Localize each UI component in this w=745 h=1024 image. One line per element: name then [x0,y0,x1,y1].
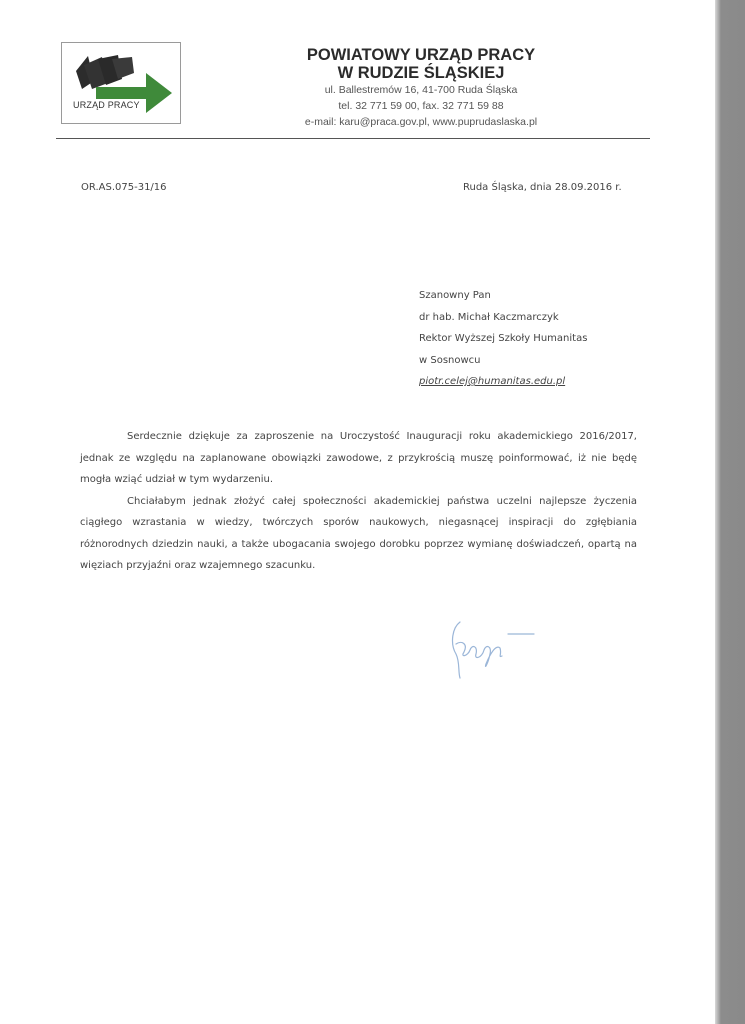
signature [438,614,538,684]
recipient-email-link[interactable]: piotr.celej@humanitas.edu.pl [419,376,566,387]
recipient-block [419,285,587,393]
org-address: ul. Ballestremów 16, 41-700 Ruda Śląska [324,84,518,96]
logo [61,42,181,124]
letter-body [80,426,637,577]
recipient-line: dr hab. Michał Kaczmarczyk [419,311,559,323]
org-name-line1: POWIATOWY URZĄD PRACY [306,46,536,64]
recipient-line: w Sosnowcu [419,354,481,366]
reference-number: OR.AS.075-31/16 [81,182,167,193]
org-name [260,46,582,82]
paragraph: Chciałabym jednak złożyć całej społeczności akademickiej państwa uczelni najlepsze życzenia ciągłego wzrastania w wiedzy, twórczych sporów naukowych, niegasnącej inspiracji do zgłębiania różnorodnych dziedzin nauki, a także ubogacania swojego dorobku poprzez wymianę doświadczeń, opartą na więziach przyjaźni oraz wzajemnego szacunku. [80,495,637,571]
scan-edge [715,0,745,1024]
logo-graphic [62,43,182,125]
place-date: Ruda Śląska, dnia 28.09.2016 r. [463,182,622,193]
paragraph: Serdecznie dziękuje za zaproszenie na Uroczystość Inauguracji roku akademickiego 2016/2017, jednak ze względu na zaplanowane obowiązki zawodowe, z przykrością muszę poinformować, iż nie będę mogła wziąć udział w tym wydarzeniu. [80,431,637,485]
org-contact: e-mail: karu@praca.gov.pl, www.puprudaslaska.pl [304,116,538,128]
logo-text: URZĄD PRACY [73,100,140,110]
org-name-line2: W RUDZIE ŚLĄSKIEJ [337,64,505,82]
recipient-line: Szanowny Pan [419,290,491,301]
recipient-line: Rektor Wyższej Szkoły Humanitas [419,333,588,344]
org-phone: tel. 32 771 59 00, fax. 32 771 59 88 [338,100,504,112]
header-divider [56,138,650,139]
